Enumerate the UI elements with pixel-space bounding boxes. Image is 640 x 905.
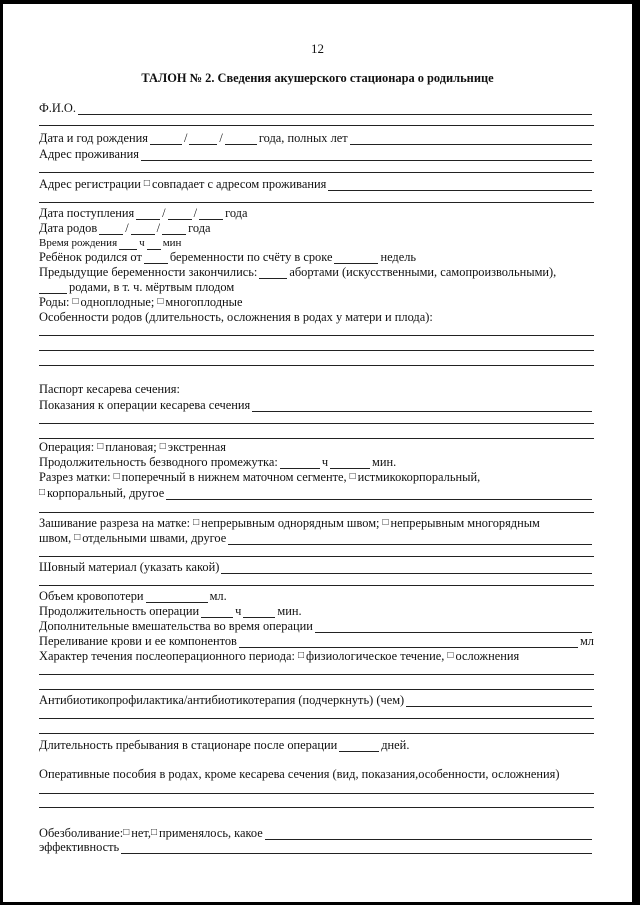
delivery-month-input[interactable] [131,223,155,235]
cs-passport-row [39,382,594,396]
cs-indications-label: Показания к операции кесарева сечения [39,398,251,412]
suturing-other-line-2[interactable] [39,556,594,557]
anhydrous-hours-input[interactable] [280,457,320,469]
age-input[interactable] [350,133,592,145]
incision-label: Разрез матки: [39,470,111,484]
slash: / [125,221,129,235]
effectiveness-row [39,840,594,854]
slash: / [193,206,198,220]
cs-indications-line-2[interactable] [39,423,594,424]
address-reg-label: Адрес регистрации [39,177,141,191]
antibiotics-line-2[interactable] [39,718,594,719]
slash: / [219,131,223,145]
hours-label: ч [139,237,145,249]
births-type-label: Роды: [39,295,70,309]
incision-other-row [39,486,594,500]
address-reg-row [39,177,594,191]
pregnancy-number-input[interactable] [144,252,168,264]
transfusion-input[interactable] [239,636,578,648]
hours-label: ч [321,455,329,469]
prev-pregnancies-row [39,265,594,279]
checkbox-icon[interactable]: □ [97,441,104,452]
fio-label: Ф.И.О. [39,101,76,115]
minutes-label: мин. [372,455,397,469]
planned-label: плановая; [105,440,157,454]
antibiotics-label: Антибиотикопрофилактика/антибиотикотерапия (подчеркнуть) (чем) [39,693,405,707]
birth-features-line-1[interactable] [39,335,594,336]
address-living-line-2[interactable] [39,172,594,173]
postop-line-2[interactable] [39,689,594,690]
birth-features-label: Особенности родов (длительность, осложнения в родах у матери и плода): [39,310,433,324]
checkbox-icon[interactable]: □ [447,650,454,661]
suturing-other-row [39,531,594,545]
transfusion-label: Переливание крови и ее компонентов [39,634,237,648]
effectiveness-label: эффективность [39,840,120,854]
birth-time-row [39,236,594,250]
additional-interventions-row [39,619,594,633]
delivery-year-input[interactable] [162,223,186,235]
admission-date-row [39,206,594,220]
suture-material-line-2[interactable] [39,585,594,586]
isthmic-label: истмикокорпоральный, [357,470,481,484]
anesthesia-used-label: применялось, какое [159,826,263,840]
birth-month-input[interactable] [189,133,217,145]
op-duration-hours-input[interactable] [201,606,233,618]
birth-features-line-2[interactable] [39,350,594,351]
days-label: дней. [381,738,410,752]
birth-date-suffix: года, полных лет [258,131,348,145]
address-reg-input[interactable] [328,179,592,191]
cs-passport-heading: Паспорт кесарева сечения: [39,382,180,396]
suturing-multi-label: непрерывным многорядным [390,516,540,530]
prev-pregnancies-label: Предыдущие беременности закончились: [39,265,258,279]
hours-label: ч [235,604,242,618]
op-duration-minutes-input[interactable] [243,606,275,618]
blood-loss-label: Объем кровопотери [39,589,144,603]
cs-indications-row [39,398,594,412]
delivery-day-input[interactable] [99,223,123,235]
suturing-label: Зашивание разреза на матке: [39,516,191,530]
suturing-other-input[interactable] [228,533,592,545]
birth-date-label: Дата и год рождения [39,131,148,145]
incision-other-input[interactable] [166,488,592,500]
weeks-label: недель [380,250,417,264]
checkbox-icon[interactable]: □ [113,471,120,482]
ml-label: мл. [209,589,227,603]
slash: / [162,206,166,220]
anesthesia-label: Обезболивание: [39,826,124,840]
minutes-label: мин. [277,604,302,618]
antibiotics-line-3[interactable] [39,733,594,734]
checkbox-icon[interactable]: □ [193,517,200,528]
checkbox-icon[interactable]: □ [297,650,305,661]
additional-interventions-label: Дополнительные вмешательства во время операции [39,619,313,633]
births-label: родами, в т. ч. мёртвым плодом [69,280,235,294]
abortions-count-input[interactable] [259,267,287,279]
delivery-date-row [39,221,594,235]
suturing-multi-label-2: швом, [39,531,72,545]
blood-loss-input[interactable] [146,591,208,603]
checkbox-icon[interactable]: □ [39,487,46,498]
address-living-label: Адрес проживания [39,147,139,161]
emergency-label: экстренная [167,440,227,454]
postop-line-1[interactable] [39,674,594,675]
fio-line-2[interactable] [39,125,594,126]
corporal-label: корпоральный, другое [47,486,165,500]
operative-aids-label: Оперативные пособия в родах, кроме кесарева сечения (вид, показания,особенности, осложнения) [39,767,560,781]
operative-aids-line-2[interactable] [39,807,594,808]
complications-label: осложнения [455,649,520,663]
operative-aids-row [39,767,594,781]
anesthesia-row [39,826,594,840]
admission-month-input[interactable] [168,208,192,220]
gestation-weeks-input[interactable] [334,252,378,264]
births-count-input[interactable] [39,282,67,294]
admission-day-input[interactable] [136,208,160,220]
multiple-birth-label: многоплодные [165,295,243,309]
anesthesia-no-label: нет, [131,826,151,840]
checkbox-icon[interactable]: □ [74,532,81,543]
checkbox-icon[interactable]: □ [72,296,79,307]
checkbox-icon[interactable]: □ [150,827,157,838]
suture-material-row [39,560,594,574]
births-type-row [39,295,594,309]
admission-date-suffix: года [225,206,248,220]
transverse-label: поперечный в нижнем маточном сегменте, [121,470,347,484]
cs-indications-input[interactable] [252,400,592,412]
antibiotics-input[interactable] [406,695,592,707]
child-born-row [39,250,594,264]
address-living-row [39,147,594,161]
address-reg-same-label: совпадает с адресом проживания [151,177,327,191]
anhydrous-row [39,455,594,469]
birth-day-input[interactable] [150,133,182,145]
checkbox-icon[interactable]: □ [159,441,166,452]
ml-label: мл [579,634,594,648]
checkbox-icon[interactable]: □ [123,827,130,838]
incision-other-line-2[interactable] [39,512,594,513]
birth-date-row [39,131,594,145]
suturing-separate-label: отдельными швами, другое [82,531,227,545]
suture-material-label: Шовный материал (указать какой) [39,560,220,574]
anesthesia-type-input[interactable] [265,828,592,840]
birth-time-minutes-input[interactable] [147,238,161,250]
additional-interventions-input[interactable] [315,621,592,633]
child-born-mid: беременности по счёту в сроке [169,250,333,264]
operation-type-row [39,440,594,454]
birth-features-row [39,310,594,324]
birth-features-line-3[interactable] [39,365,594,366]
fio-row [39,101,594,115]
birth-year-input[interactable] [225,133,257,145]
anhydrous-label: Продолжительность безводного промежутка: [39,455,278,469]
checkbox-icon[interactable]: □ [157,296,164,307]
op-duration-label: Продолжительность операции [39,604,200,618]
stay-duration-row [39,738,594,752]
child-born-label: Ребёнок родился от [39,250,142,264]
antibiotics-row [39,693,594,707]
operation-label: Операция: [39,440,95,454]
page-number: 12 [311,41,324,56]
cs-indications-line-3[interactable] [39,438,594,439]
suturing-row [39,516,594,530]
admission-year-input[interactable] [199,208,223,220]
checkbox-icon[interactable]: □ [349,471,356,482]
suturing-single-label: непрерывным однорядным швом; [201,516,380,530]
postop-course-row [39,649,594,663]
postop-course-label: Характер течения послеоперационного периода: [39,649,295,663]
form-page [3,4,632,902]
birth-time-hours-input[interactable] [119,238,137,250]
admission-date-label: Дата поступления [39,206,135,220]
slash: / [183,131,188,145]
address-living-input[interactable] [141,149,592,161]
incision-row [39,470,594,484]
fio-input[interactable] [78,103,592,115]
effectiveness-input[interactable] [121,842,592,854]
birth-time-label: Время рождения [39,237,118,249]
checkbox-icon[interactable]: □ [382,517,389,528]
minutes-label: мин [162,237,182,249]
abortions-label: абортами (искусственными, самопроизвольными), [289,265,557,279]
prev-births-row [39,280,594,294]
address-reg-line-2[interactable] [39,202,594,203]
single-birth-label: одноплодные; [80,295,155,309]
physiological-label: физиологическое течение, [306,649,445,663]
op-duration-row [39,604,594,618]
form-title: ТАЛОН № 2. Сведения акушерского стационара о родильнице [141,71,494,85]
blood-loss-row [39,589,594,603]
suture-material-input[interactable] [221,562,592,574]
stay-duration-label: Длительность пребывания в стационаре после операции [39,738,338,752]
anhydrous-minutes-input[interactable] [330,457,370,469]
stay-duration-input[interactable] [339,740,379,752]
transfusion-row [39,634,594,648]
operative-aids-line-1[interactable] [39,793,594,794]
delivery-date-suffix: года [188,221,211,235]
slash: / [156,221,161,235]
checkbox-icon[interactable]: □ [143,178,150,189]
delivery-date-label: Дата родов [39,221,98,235]
